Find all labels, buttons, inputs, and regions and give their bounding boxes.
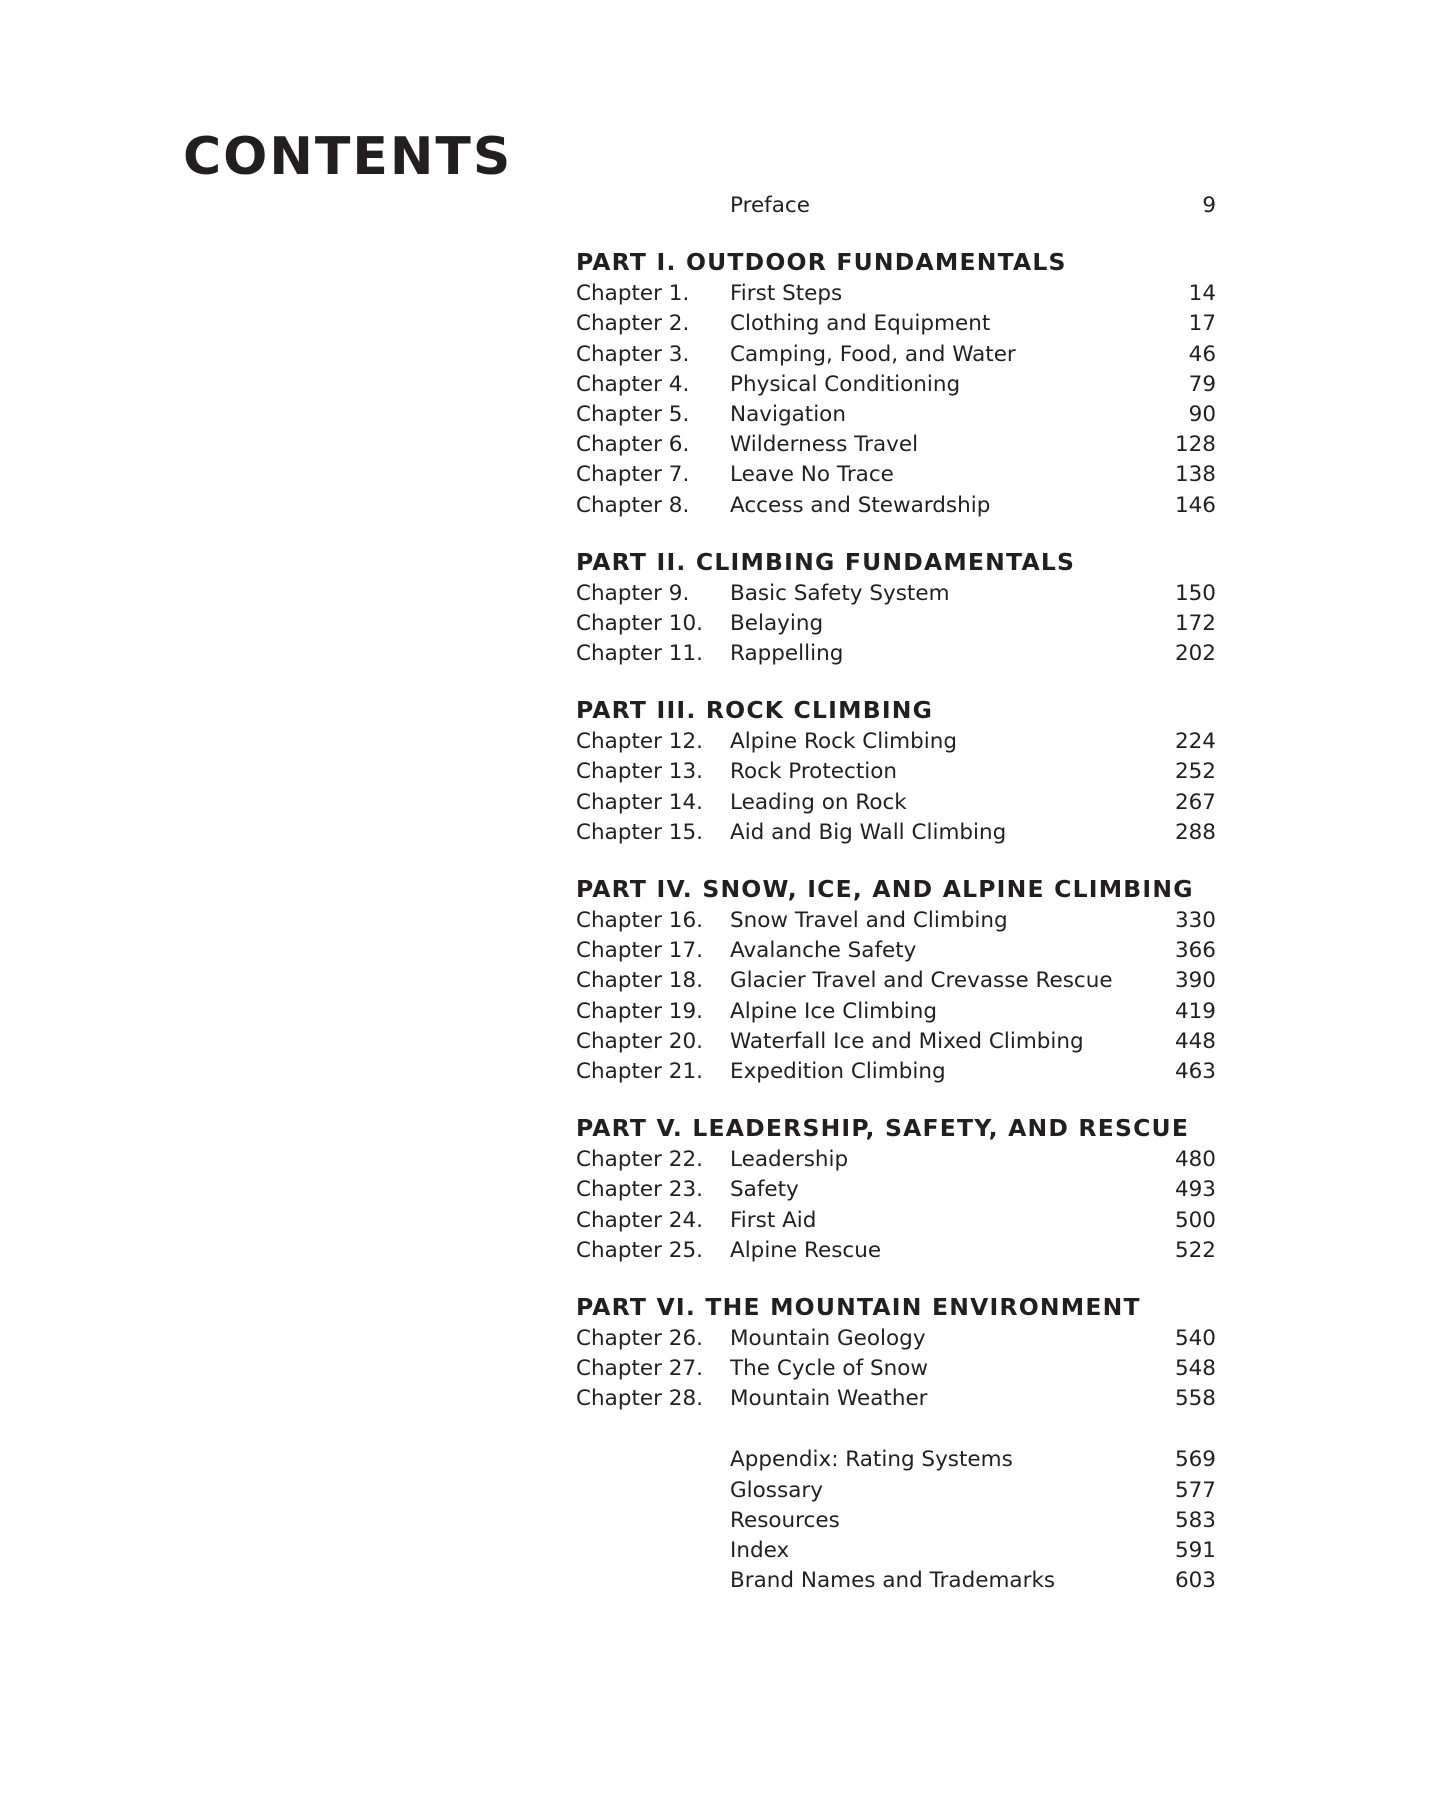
part-section [576, 245, 1216, 521]
toc-entry-chapter[interactable] [576, 727, 1216, 757]
part-section [576, 545, 1216, 670]
chapter-number: Chapter 23. [576, 1177, 703, 1203]
chapter-title: Alpine Rescue [730, 1237, 882, 1263]
entry-title: Brand Names and Trademarks [730, 1568, 1056, 1594]
chapter-page-number: 500 [1174, 1207, 1216, 1233]
chapter-page-number: 558 [1174, 1386, 1216, 1412]
chapter-page-number: 267 [1174, 789, 1216, 815]
chapter-number: Chapter 20. [576, 1028, 703, 1054]
chapter-number: Chapter 28. [576, 1386, 703, 1412]
chapter-number: Chapter 12. [576, 729, 703, 755]
chapter-page-number: 90 [1188, 401, 1216, 427]
chapter-number: Chapter 11. [576, 641, 703, 667]
chapter-title: First Steps [730, 281, 843, 307]
chapter-page-number: 128 [1174, 432, 1216, 458]
toc-entry-chapter[interactable] [576, 639, 1216, 669]
entry-page-number: 569 [1174, 1447, 1216, 1473]
entry-title: Index [730, 1538, 790, 1563]
chapter-number: Chapter 24. [576, 1207, 703, 1233]
chapter-title: Alpine Ice Climbing [730, 998, 938, 1024]
toc-entry-back-matter[interactable] [576, 1476, 1216, 1506]
chapter-number: Chapter 13. [576, 759, 703, 785]
chapter-title: Access and Stewardship [730, 492, 991, 518]
toc-entry-chapter[interactable] [576, 1384, 1216, 1414]
chapter-title: Physical Conditioning [730, 371, 961, 397]
entry-title: Glossary [730, 1477, 823, 1503]
part-heading: PART IV. SNOW, ICE, AND ALPINE CLIMBING [576, 875, 1194, 903]
chapter-page-number: 419 [1174, 998, 1216, 1024]
chapter-page-number: 548 [1174, 1356, 1216, 1382]
chapter-page-number: 224 [1174, 729, 1216, 755]
entry-page-number: 591 [1174, 1538, 1216, 1563]
entry-title: Resources [730, 1507, 840, 1533]
part-heading: PART III. ROCK CLIMBING [576, 696, 934, 725]
toc-entry-chapter[interactable] [576, 936, 1216, 966]
chapter-page-number: 146 [1174, 492, 1216, 518]
toc-entry-chapter[interactable] [576, 491, 1216, 521]
chapter-title: Leadership [730, 1147, 849, 1173]
part-section [576, 872, 1216, 1087]
chapter-title: Snow Travel and Climbing [730, 908, 1008, 933]
chapter-number: Chapter 10. [576, 610, 703, 636]
chapter-page-number: 17 [1188, 311, 1216, 337]
chapter-title: Basic Safety System [730, 580, 950, 606]
chapter-number: Chapter 15. [576, 819, 703, 845]
chapter-page-number: 172 [1174, 610, 1216, 636]
part-section [576, 693, 1216, 848]
chapter-number: Chapter 17. [576, 938, 703, 964]
entry-page-number: 9 [1202, 193, 1216, 218]
chapter-page-number: 330 [1174, 908, 1216, 933]
chapter-page-number: 390 [1174, 968, 1216, 994]
entry-page-number: 577 [1174, 1477, 1216, 1503]
chapter-page-number: 493 [1174, 1177, 1216, 1203]
chapter-number: Chapter 9. [576, 580, 690, 606]
chapter-number: Chapter 22. [576, 1147, 703, 1173]
chapter-page-number: 540 [1174, 1325, 1216, 1351]
toc-entry-chapter[interactable] [576, 1057, 1216, 1087]
chapter-page-number: 79 [1188, 371, 1216, 397]
chapter-page-number: 150 [1174, 580, 1216, 606]
toc-entry-chapter[interactable] [576, 309, 1216, 339]
chapter-page-number: 252 [1174, 759, 1216, 785]
chapter-title: Safety [730, 1177, 799, 1203]
chapter-number: Chapter 14. [576, 789, 703, 815]
table-of-contents [576, 191, 1216, 1596]
chapter-number: Chapter 16. [576, 908, 703, 933]
chapter-title: Belaying [730, 610, 824, 636]
chapter-number: Chapter 27. [576, 1356, 703, 1382]
chapter-page-number: 46 [1188, 341, 1216, 367]
chapter-title: The Cycle of Snow [730, 1356, 928, 1382]
chapter-title: Wilderness Travel [730, 432, 919, 458]
chapter-number: Chapter 4. [576, 371, 690, 397]
toc-entry-chapter[interactable] [576, 1027, 1216, 1057]
chapter-title: Alpine Rock Climbing [730, 729, 958, 755]
chapter-title: Avalanche Safety [730, 938, 917, 964]
entry-page-number: 583 [1174, 1507, 1216, 1533]
chapter-number: Chapter 7. [576, 462, 690, 488]
toc-entry-chapter[interactable] [576, 966, 1216, 996]
chapter-page-number: 463 [1174, 1058, 1216, 1084]
toc-entry-back-matter[interactable] [576, 1566, 1216, 1596]
chapter-title: Rappelling [730, 641, 844, 667]
toc-entry-chapter[interactable] [576, 370, 1216, 400]
toc-entry-chapter[interactable] [576, 430, 1216, 460]
chapter-title: Expedition Climbing [730, 1058, 946, 1084]
chapter-title: Leave No Trace [730, 462, 894, 488]
chapter-title: Navigation [730, 401, 846, 427]
chapter-number: Chapter 5. [576, 401, 690, 427]
toc-entry-chapter[interactable] [576, 1175, 1216, 1205]
chapter-number: Chapter 6. [576, 432, 690, 458]
chapter-number: Chapter 25. [576, 1237, 703, 1263]
chapter-page-number: 202 [1174, 641, 1216, 667]
chapter-number: Chapter 2. [576, 311, 690, 337]
toc-entry-chapter[interactable] [576, 340, 1216, 370]
toc-entry-chapter[interactable] [576, 579, 1216, 609]
chapter-number: Chapter 21. [576, 1058, 703, 1084]
toc-entry-back-matter[interactable] [576, 1445, 1216, 1475]
chapter-title: First Aid [730, 1207, 817, 1233]
toc-entry-chapter[interactable] [576, 279, 1216, 309]
chapter-page-number: 480 [1174, 1147, 1216, 1173]
chapter-title: Waterfall Ice and Mixed Climbing [730, 1028, 1084, 1054]
chapter-page-number: 288 [1174, 819, 1216, 845]
chapter-title: Leading on Rock [730, 789, 907, 815]
chapter-page-number: 366 [1174, 938, 1216, 964]
part-heading: PART II. CLIMBING FUNDAMENTALS [576, 547, 1076, 576]
entry-title: Appendix: Rating Systems [730, 1447, 1013, 1473]
toc-entry-back-matter[interactable] [576, 1506, 1216, 1536]
toc-entry-chapter[interactable] [576, 906, 1216, 936]
chapter-page-number: 522 [1174, 1237, 1216, 1263]
chapter-page-number: 138 [1174, 462, 1216, 488]
back-matter-list [576, 1445, 1216, 1596]
toc-entry-chapter[interactable] [576, 400, 1216, 430]
chapter-title: Glacier Travel and Crevasse Rescue [730, 968, 1113, 994]
toc-entry-preface[interactable] [576, 191, 1216, 221]
toc-entry-chapter[interactable] [576, 818, 1216, 848]
part-section [576, 1290, 1216, 1415]
chapter-number: Chapter 26. [576, 1325, 703, 1351]
toc-entry-chapter[interactable] [576, 1236, 1216, 1266]
chapter-title: Clothing and Equipment [730, 311, 991, 337]
chapter-page-number: 14 [1188, 281, 1216, 307]
chapter-number: Chapter 19. [576, 998, 703, 1024]
chapter-title: Mountain Weather [730, 1386, 928, 1412]
chapter-title: Aid and Big Wall Climbing [730, 819, 1007, 845]
part-heading: PART I. OUTDOOR FUNDAMENTALS [576, 248, 1067, 277]
toc-entry-chapter[interactable] [576, 1206, 1216, 1236]
chapter-number: Chapter 1. [576, 281, 690, 307]
toc-entry-chapter[interactable] [576, 757, 1216, 787]
toc-entry-chapter[interactable] [576, 1324, 1216, 1354]
parts-list [576, 245, 1216, 1414]
toc-entry-chapter[interactable] [576, 1354, 1216, 1384]
chapter-title: Rock Protection [730, 759, 898, 785]
part-heading: PART V. LEADERSHIP, SAFETY, AND RESCUE [576, 1114, 1190, 1143]
toc-entry-chapter[interactable] [576, 609, 1216, 639]
toc-entry-chapter[interactable] [576, 460, 1216, 490]
toc-entry-chapter[interactable] [576, 788, 1216, 818]
chapter-number: Chapter 8. [576, 492, 690, 518]
page-title: CONTENTS [183, 127, 513, 187]
entry-page-number: 603 [1174, 1568, 1216, 1594]
toc-entry-back-matter[interactable] [576, 1536, 1216, 1566]
chapter-title: Camping, Food, and Water [730, 341, 1016, 367]
toc-entry-chapter[interactable] [576, 997, 1216, 1027]
chapter-page-number: 448 [1174, 1028, 1216, 1054]
part-heading: PART VI. THE MOUNTAIN ENVIRONMENT [576, 1292, 1141, 1321]
chapter-title: Mountain Geology [730, 1325, 926, 1351]
toc-entry-chapter[interactable] [576, 1145, 1216, 1175]
entry-title: Preface [730, 193, 810, 218]
chapter-number: Chapter 18. [576, 968, 703, 994]
part-section [576, 1111, 1216, 1266]
chapter-number: Chapter 3. [576, 341, 690, 367]
